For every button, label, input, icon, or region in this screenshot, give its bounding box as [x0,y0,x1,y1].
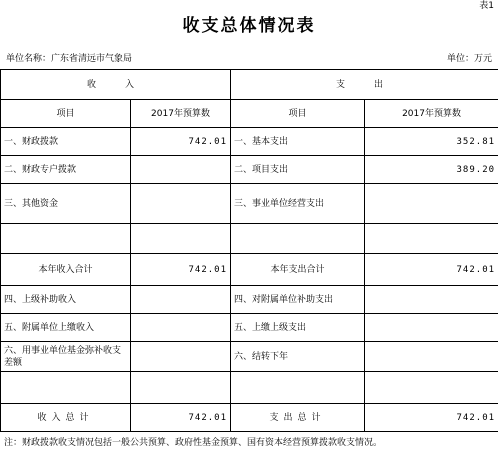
unit-currency: 单位：万元 [446,54,492,64]
expense-item: 四、对附属单位补助支出 [231,286,365,314]
income-value [131,372,231,404]
income-item [1,224,131,254]
page-title: 收支总体情况表 [182,16,316,36]
expense-item-header: 项目 [231,100,365,128]
income-value [131,156,231,184]
income-item: 六、用事业单位基金弥补收支差额 [1,342,131,372]
table-row [1,128,498,156]
expense-subtotal-value: 742.01 [365,254,498,286]
income-item: 四、上级补助收入 [1,286,131,314]
grand-total-row [1,404,498,432]
budget-table [0,69,498,432]
column-header-row [1,100,498,128]
income-section-header: 收 入 [1,70,231,100]
table-row [1,342,498,372]
expense-total-value: 742.01 [365,404,498,432]
expense-item [231,372,365,404]
expense-value [365,224,498,254]
expense-item: 一、基本支出 [231,128,365,156]
income-item: 一、财政拨款 [1,128,131,156]
table-row [1,286,498,314]
expense-value [365,286,498,314]
expense-item: 二、项目支出 [231,156,365,184]
section-header-row [1,70,498,100]
table-row [1,156,498,184]
income-item [1,372,131,404]
expense-value [365,372,498,404]
income-item: 二、财政专户拨款 [1,156,131,184]
income-subtotal-label: 本年收入合计 [1,254,131,286]
expense-value [365,184,498,224]
income-subtotal-value: 742.01 [131,254,231,286]
income-total-label: 收入总计 [1,404,131,432]
expense-section-header: 支 出 [231,70,498,100]
footnote: 注：财政拨款收支情况包括一般公共预算、政府性基金预算、国有资本经营预算拨款收支情况。 [4,438,383,448]
expense-budget-header: 2017年预算数 [365,100,498,128]
table-row-empty [1,224,498,254]
unit-name: 单位名称：广东省清远市气象局 [6,54,133,64]
income-value [131,286,231,314]
expense-value [365,342,498,372]
expense-value [365,314,498,342]
income-item-header: 项目 [1,100,131,128]
expense-total-label: 支出总计 [231,404,365,432]
meta-row [0,52,498,66]
table-number: 表1 [479,1,494,11]
expense-item: 三、事业单位经营支出 [231,184,365,224]
income-total-value: 742.01 [131,404,231,432]
expense-item [231,224,365,254]
income-value [131,224,231,254]
income-item: 三、其他资金 [1,184,131,224]
income-value: 742.01 [131,128,231,156]
subtotal-row [1,254,498,286]
expense-item: 五、上缴上级支出 [231,314,365,342]
table-row-empty [1,372,498,404]
table-row [1,314,498,342]
expense-value: 389.20 [365,156,498,184]
expense-value: 352.81 [365,128,498,156]
expense-item: 六、结转下年 [231,342,365,372]
income-budget-header: 2017年预算数 [131,100,231,128]
expense-subtotal-label: 本年支出合计 [231,254,365,286]
income-value [131,184,231,224]
income-item: 五、附属单位上缴收入 [1,314,131,342]
table-row [1,184,498,224]
income-value [131,314,231,342]
income-value [131,342,231,372]
